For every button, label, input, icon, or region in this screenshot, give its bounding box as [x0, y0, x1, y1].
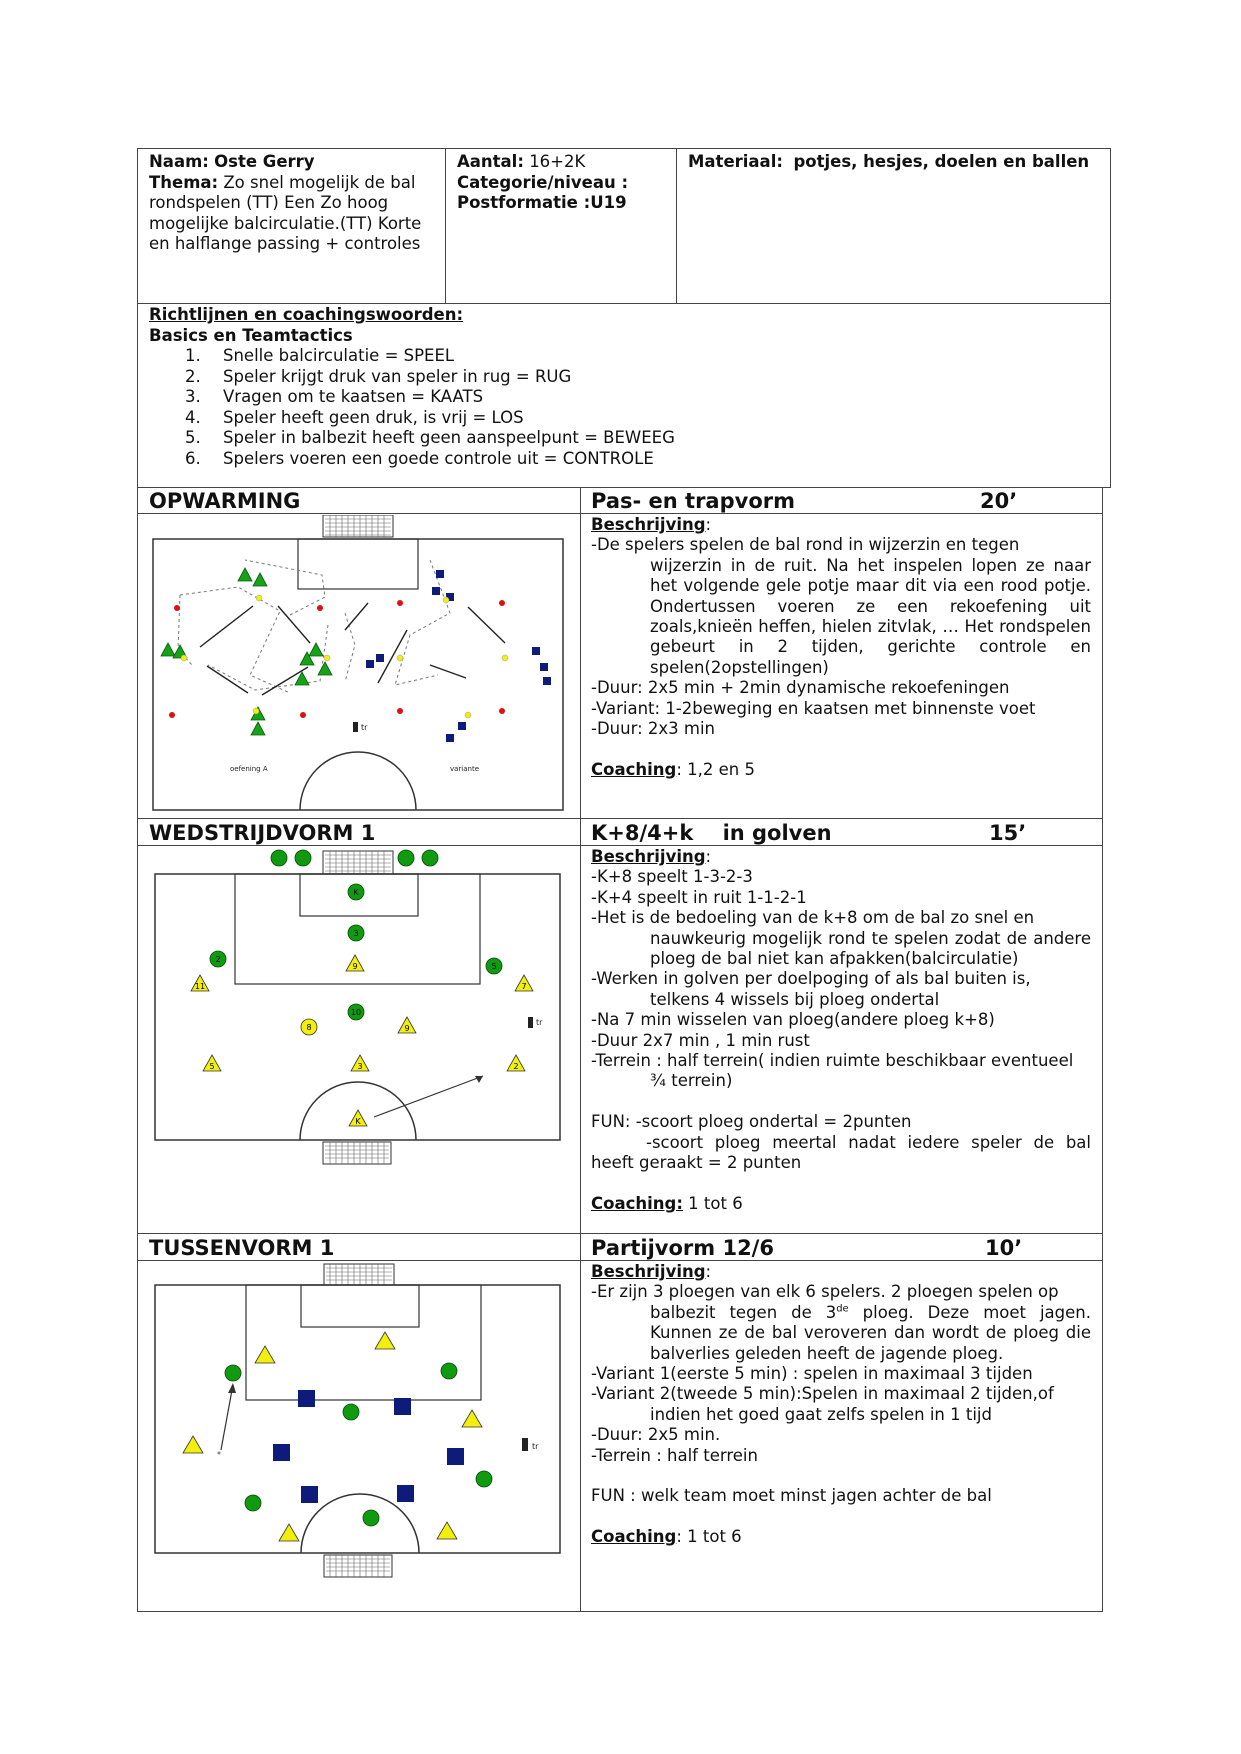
header-divider-2 [676, 148, 677, 304]
desc-line: wijzerzin in de ruit. Na het inspelen lopen ze naar het volgende gele potje maar dit via een rood potje. Ondertussen voeren ze een rekoefening uit zoals,knieën heffen, hielen zitvlak, … Het rondspelen gebeurt in 2 tijden, gerichte controle en spelen(2opstellingen) [650, 555, 1091, 677]
materiaal-label: Materiaal: [688, 152, 783, 171]
materiaal-block [688, 152, 1108, 173]
coaching-label: Coaching [591, 1527, 677, 1547]
desc-colon: : [705, 1262, 712, 1281]
trainer-label: tr [532, 1442, 539, 1451]
sessions-divider [580, 487, 581, 1612]
header-divider-1 [445, 148, 446, 304]
desc-line: -De spelers spelen de bal rond in wijzerzin en tegen [591, 535, 1020, 555]
svg-text:2: 2 [513, 1062, 519, 1071]
svg-text:11: 11 [194, 982, 206, 991]
thema-text: Zo snel mogelijk de bal rondspelen (TT) Een Zo hoog mogelijke balcirculatie.(TT) Korte en halflange passing + controles [149, 172, 422, 253]
desc-line: -Variant 2(tweede 5 min):Spelen in maximaal 2 tijden,of [591, 1384, 1054, 1404]
desc-line: ¾ terrein) [650, 1071, 733, 1091]
coaching-label: Coaching [591, 759, 677, 779]
list-text: Speler heeft geen druk, is vrij = LOS [223, 407, 524, 427]
desc-line: -K+8 speelt 1-3-2-3 [591, 867, 753, 887]
fun-line: -scoort ploeg meertal nadat iedere speler de bal heeft geraakt = 2 punten [591, 1132, 1091, 1173]
svg-text:3: 3 [357, 1062, 363, 1071]
green-subs [271, 850, 438, 866]
coaching-value: 1,2 en 5 [687, 759, 755, 779]
wedstrijdvorm-diagram [150, 847, 570, 1169]
desc-line: -Duur: 2x3 min [591, 719, 715, 739]
section-form: Pas- en trapvorm [591, 489, 795, 513]
guidelines-list [149, 346, 1099, 469]
list-text: Snelle balcirculatie = SPEEL [223, 346, 455, 365]
list-num: 4. [185, 407, 201, 427]
desc-label: Beschrijving [591, 847, 706, 866]
svg-text:3: 3 [353, 929, 359, 938]
svg-text:5: 5 [209, 1062, 215, 1071]
yellow-cones [181, 595, 508, 718]
desc-line: -Er zijn 3 ploegen van elk 6 spelers. 2 ploegen spelen op [591, 1282, 1059, 1302]
green-cones [161, 568, 332, 735]
navy-team [273, 1390, 464, 1503]
categorie-label: Categorie/niveau : [457, 172, 629, 192]
section-title: TUSSENVORM 1 [149, 1236, 335, 1260]
postformatie-label: Postformatie :U19 [457, 193, 627, 212]
fun-line: FUN: -scoort ploeg ondertal = 2punten [591, 1112, 912, 1132]
diagram-label-left: oefening A [230, 765, 268, 773]
coaching-value: 1 tot 6 [688, 1193, 743, 1213]
coaching-sep: : [676, 759, 682, 779]
guidelines-title: Richtlijnen en coachingswoorden: [149, 305, 464, 324]
desc-line: -Terrein : half terrein( indien ruimte beschikbaar eventueel [591, 1051, 1074, 1071]
list-num: 6. [185, 448, 201, 468]
coaching-value: 1 tot 6 [687, 1527, 742, 1547]
svg-text:2: 2 [215, 955, 221, 964]
yellow-players [191, 955, 533, 1126]
desc-line: -Variant 1(eerste 5 min) : spelen in maximaal 3 tijden [591, 1364, 1033, 1384]
guidelines-subtitle: Basics en Teamtactics [149, 325, 353, 345]
coaching-sep: : [676, 1527, 682, 1547]
desc-label: Beschrijving [591, 1262, 706, 1281]
desc-line: -Terrein : half terrein [591, 1445, 758, 1465]
aantal-block [457, 152, 672, 214]
naam-block [149, 152, 439, 255]
svg-text:9: 9 [352, 962, 358, 971]
list-text: Speler in balbezit heeft geen aanspeelpunt = BEWEEG [223, 428, 675, 447]
list-item [149, 367, 1099, 388]
list-text: Vragen om te kaatsen = KAATS [223, 387, 484, 406]
svg-text:7: 7 [521, 982, 527, 991]
aantal-label: Aantal: [457, 152, 524, 171]
list-text: Spelers voeren een goede controle uit = CONTROLE [223, 448, 654, 468]
diagram-label-right: variante [450, 765, 480, 773]
coaching-label: Coaching: [591, 1193, 683, 1213]
red-cones [169, 600, 505, 718]
section-form: Partijvorm 12/6 [591, 1236, 774, 1260]
row-line [137, 1233, 1103, 1234]
list-item [149, 387, 1099, 408]
list-text: Speler krijgt druk van speler in rug = RUG [223, 366, 572, 386]
list-num: 2. [185, 366, 201, 386]
desc-line: -Duur: 2x5 min. [591, 1425, 721, 1445]
desc-line: -Het is de bedoeling van de k+8 om de bal zo snel en [591, 908, 1035, 928]
desc-line: indien het goed gaat zelfs spelen in 1 tijd [650, 1404, 992, 1424]
svg-text:8: 8 [306, 1023, 312, 1032]
list-item [149, 449, 1099, 470]
naam-value: Oste Gerry [214, 152, 315, 171]
guidelines-content [149, 305, 1099, 469]
row-line [137, 845, 1103, 846]
green-players [210, 884, 502, 1020]
desc-line: -Variant: 1-2beweging en kaatsen met binnenste voet [591, 698, 1036, 718]
desc-line: -Duur 2x7 min , 1 min rust [591, 1030, 810, 1050]
list-num: 5. [185, 428, 201, 447]
desc-label: Beschrijving [591, 515, 706, 534]
yellow-team [183, 1332, 482, 1541]
section-description [591, 1262, 1091, 1548]
desc-line-sup: de [836, 1303, 849, 1315]
section-form: K+8/4+k in golven [591, 821, 832, 845]
svg-text:K: K [353, 888, 359, 897]
desc-colon: : [705, 847, 712, 866]
section-duration: 15’ [989, 821, 1027, 845]
desc-line: -Na 7 min wisselen van ploeg(andere ploeg k+8) [591, 1010, 995, 1030]
trainer-label: tr [361, 723, 368, 732]
desc-line [591, 1303, 1091, 1364]
tussenvorm-diagram [150, 1262, 570, 1580]
desc-line-part: ploeg. Deze moet jagen. Kunnen ze de bal veroveren dan wordt de ploeg die balverlies geleden heeft de jagende ploeg. [650, 1302, 1091, 1363]
list-item [149, 408, 1099, 429]
section-description [591, 515, 1091, 780]
fun-line: FUN : welk team moet minst jagen achter de bal [591, 1486, 992, 1506]
list-item [149, 346, 1099, 367]
green-team [225, 1363, 492, 1526]
desc-colon: : [705, 515, 712, 534]
navy-squares [366, 570, 551, 742]
aantal-value: 16+2K [529, 152, 586, 171]
list-num: 1. [185, 346, 201, 365]
desc-line: -Werken in golven per doelpoging of als bal buiten is, [591, 969, 1031, 989]
desc-line: nauwkeurig mogelijk rond te spelen zodat de andere ploeg de bal niet kan afpakken(balcirculatie) [650, 928, 1091, 969]
row-line [137, 1260, 1103, 1261]
naam-label: Naam: [149, 152, 209, 171]
section-title: OPWARMING [149, 489, 301, 513]
svg-text:K: K [355, 1117, 361, 1126]
section-duration: 10’ [985, 1236, 1023, 1260]
desc-line: -K+4 speelt in ruit 1-1-2-1 [591, 887, 807, 907]
section-duration: 20’ [980, 489, 1018, 513]
row-line [137, 513, 1103, 514]
row-line [137, 818, 1103, 819]
materiaal-value: potjes, hesjes, doelen en ballen [793, 152, 1090, 171]
list-num: 3. [185, 387, 201, 406]
list-item [149, 428, 1099, 449]
section-description [591, 847, 1091, 1214]
thema-label: Thema: [149, 172, 219, 192]
desc-line: telkens 4 wissels bij ploeg ondertal [650, 989, 940, 1009]
desc-line: -Duur: 2x5 min + 2min dynamische rekoefeningen [591, 678, 1010, 698]
section-title: WEDSTRIJDVORM 1 [149, 821, 376, 845]
trainer-label: tr [536, 1018, 543, 1027]
svg-text:10: 10 [350, 1008, 362, 1017]
svg-text:5: 5 [491, 962, 497, 971]
opwarming-diagram [150, 515, 570, 815]
desc-line-part: balbezit tegen de 3 [650, 1302, 837, 1322]
svg-text:9: 9 [404, 1024, 410, 1033]
